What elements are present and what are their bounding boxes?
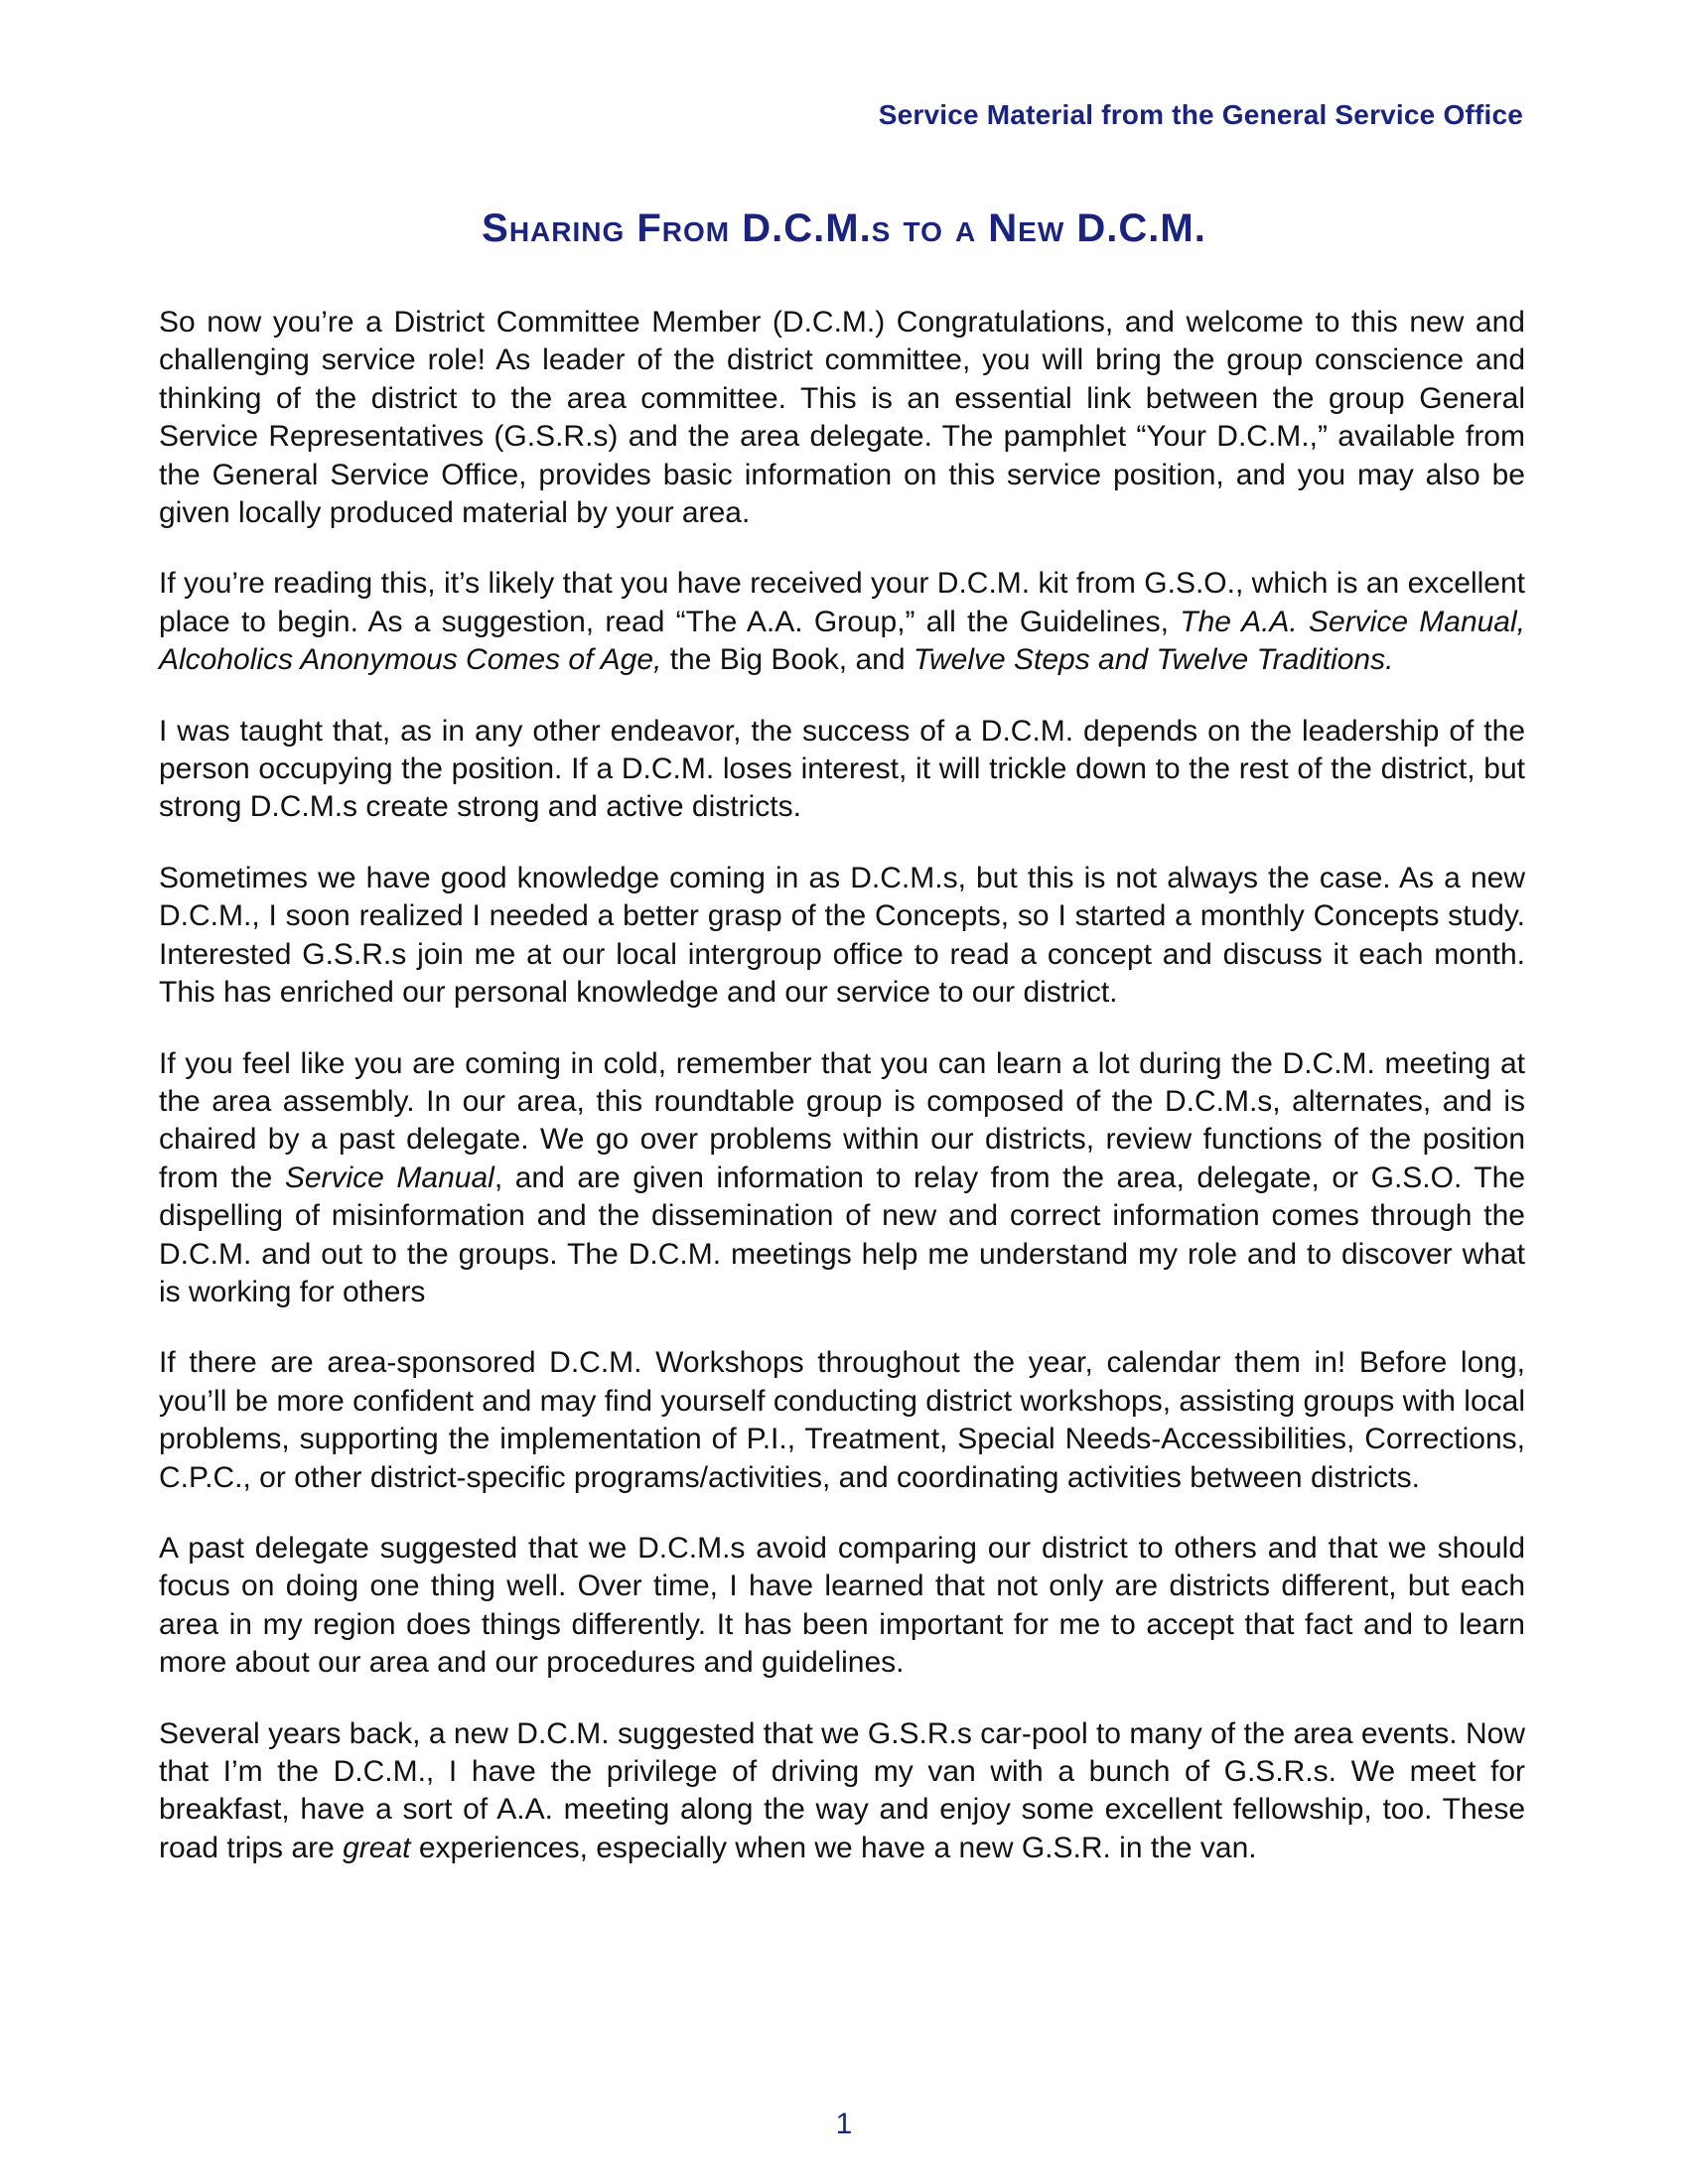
paragraph-2-italic-title: Twelve Steps and Twelve Traditions.: [913, 643, 1394, 677]
paragraph-5-text-a: If you feel like you are coming in cold, remember that you can learn a lot during the D.C.M. meeting at the area assembly. In our area, this roundtable group is composed of the D.C.M.s, alternates, and is chaired by a past delegate. We go over problems within our districts, review functions of the position from the: [159, 1046, 1525, 1194]
paragraph-7: A past delegate suggested that we D.C.M.s avoid comparing our district to others and that we should focus on doing one thing well. Over time, I have learned that not only are districts different, but each area in my region does things differently. It has been important for me to accept that fact and to learn more about our area and our procedures and guidelines.: [159, 1531, 1525, 1680]
paragraph-5-italic-title: Service Manual: [284, 1160, 494, 1194]
page-header: Service Material from the General Service Office: [878, 99, 1523, 130]
paragraph-8-text-a: Several years back, a new D.C.M. suggested that we G.S.R.s car-pool to many of the area events. Now that I’m the D.C.M., I have the privilege of driving my van with a bunch of G.S.R.s. We meet for breakfast, have a sort of A.A. meeting along the way and enjoy some excellent fellowship, too. These road trips are: [159, 1716, 1525, 1864]
document-title: Sharing From D.C.M.s to a New D.C.M.: [482, 206, 1206, 250]
paragraph-6: If there are area-sponsored D.C.M. Workshops throughout the year, calendar them in! Before long, you’ll be more confident and may find yourself conducting district workshops, assisting groups with local problems, supporting the implementation of P.I., Treatment, Special Needs-Accessibilities, Corrections, C.P.C., or other district-specific programs/activities, and coordinating activities between districts.: [159, 1346, 1525, 1494]
paragraph-8-text-c: experiences, especially when we have a new G.S.R. in the van.: [410, 1831, 1257, 1864]
paragraph-3: I was taught that, as in any other endeavor, the success of a D.C.M. depends on the leadership of the person occupying the position. If a D.C.M. loses interest, it will trickle down to the rest of the district, but strong D.C.M.s create strong and active districts.: [159, 714, 1525, 824]
paragraph-8-italic-word: great: [343, 1831, 411, 1864]
paragraph-2-text-a: If you’re reading this, it’s likely that you have received your D.C.M. kit from G.S.O., which is an excellent place to begin. As a suggestion, read “The A.A. Group,” all the Guidelines,: [159, 567, 1525, 638]
paragraph-4: Sometimes we have good knowledge coming in as D.C.M.s, but this is not always the case. As a new D.C.M., I soon realized I needed a better grasp of the Concepts, so I started a monthly Concepts study. Interested G.S.R.s join me at our local intergroup office to read a concept and discuss it each month. This has enriched our personal knowledge and our service to our district.: [159, 861, 1525, 1010]
paragraph-2: [159, 565, 1525, 679]
paragraph-5: [159, 1045, 1525, 1312]
paragraph-5-text-c: , and are given information to relay from the area, delegate, or G.S.O. The dispelling of misinformation and the dissemination of new and correct information comes through the D.C.M. and out to the groups. The D.C.M. meetings help me understand my role and to discover what is working for others: [159, 1160, 1525, 1308]
paragraph-2-italic-titles: The A.A. Service Manual, Alcoholics Anonymous Comes of Age,: [159, 605, 1525, 677]
paragraph-1: So now you’re a District Committee Member (D.C.M.) Congratulations, and welcome to this new and challenging service role! As leader of the district committee, you will bring the group conscience and thinking of the district to the area committee. This is an essential link between the group General Service Representatives (G.S.R.s) and the area delegate. The pamphlet “Your D.C.M.,” available from the General Service Office, provides basic information on this service position, and you may also be given locally produced material by your area.: [159, 306, 1525, 530]
paragraph-8: [159, 1715, 1525, 1868]
paragraph-2-text-c: the Big Book, and: [661, 643, 914, 677]
document-body: [159, 304, 1525, 1900]
page-number: 1: [835, 2108, 853, 2140]
